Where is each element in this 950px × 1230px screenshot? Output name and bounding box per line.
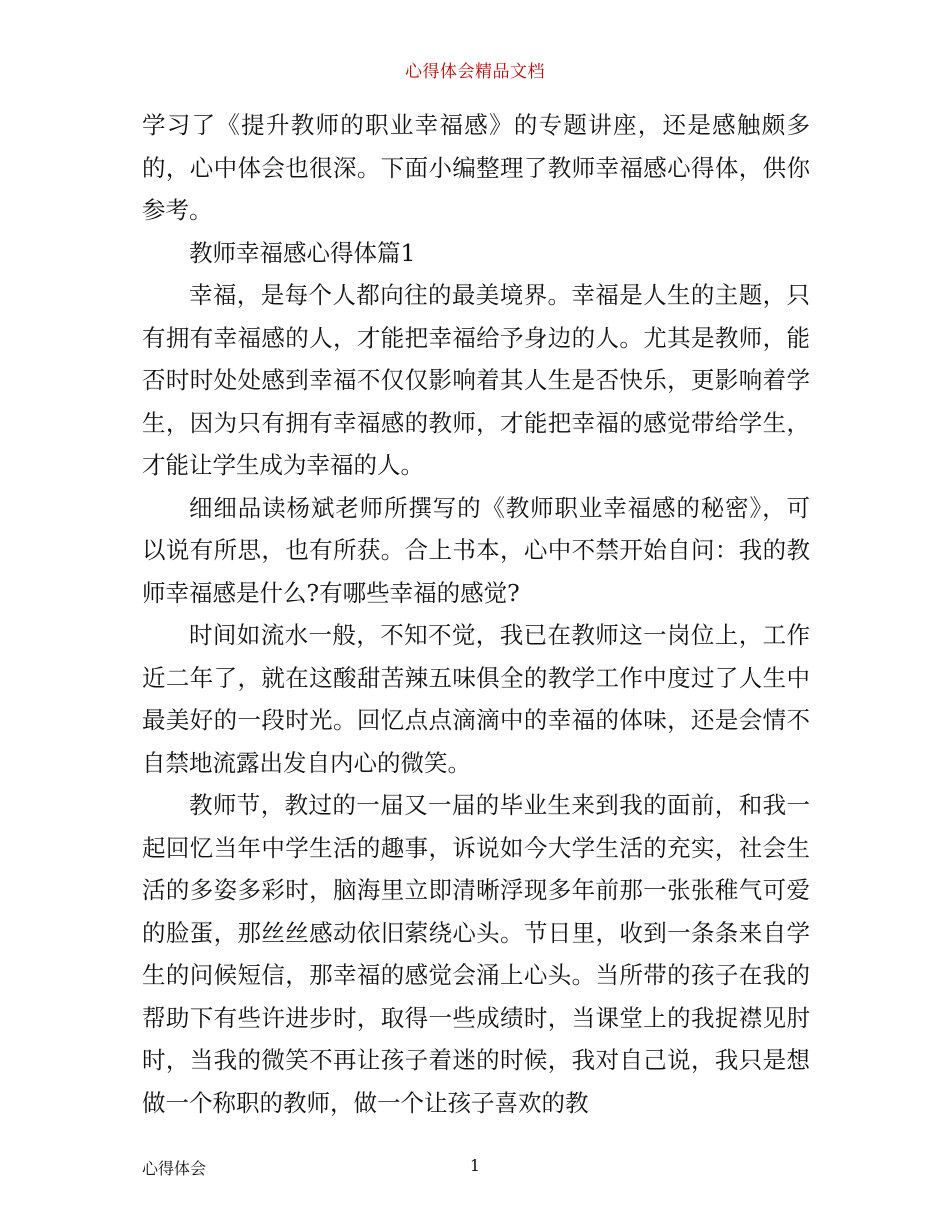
page-header-title: 心得体会精品文档: [405, 62, 545, 82]
section-heading: 教师幸福感心得体篇1: [189, 238, 416, 267]
paragraph: 时间如流水一般，不知不觉，我已在教师这一岗位上，工作近二年了，就在这酸甜苦辣五味俱全的教学工作中度过了人生中最美好的一段时光。回忆点点滴滴中的幸福的体味，还是会情不自禁地流露出发自内心的微笑。: [142, 621, 810, 777]
paragraph: 细细品读杨斌老师所撰写的《教师职业幸福感的秘密》，可以说有所思，也有所获。合上书本，心中不禁开始自问：我的教师幸福感是什么?有哪些幸福的感觉?: [142, 493, 810, 607]
document-body: [142, 104, 810, 1124]
footer-label: 心得体会: [142, 1159, 207, 1178]
page-number: 1: [469, 1156, 481, 1175]
paragraph: 教师节，教过的一届又一届的毕业生来到我的面前，和我一起回忆当年中学生活的趣事，诉说如今大学生活的充实，社会生活的多姿多彩时，脑海里立即清晰浮现多年前那一张张稚气可爱的脸蛋，那丝丝感动依旧萦绕心头。节日里，收到一条条来自学生的问候短信，那幸福的感觉会涌上心头。当所带的孩子在我的帮助下有些许进步时，取得一些成绩时，当课堂上的我捉襟见肘时，当我的微笑不再让孩子着迷的时候，我对自己说，我只是想做一个称职的教师，做一个让孩子喜欢的教: [142, 791, 810, 1117]
paragraph-intro: 学习了《提升教师的职业幸福感》的专题讲座，还是感触颇多的，心中体会也很深。下面小编整理了教师幸福感心得体，供你参考。: [142, 111, 810, 224]
paragraph: 幸福，是每个人都向往的最美境界。幸福是人生的主题，只有拥有幸福感的人，才能把幸福给予身边的人。尤其是教师，能否时时处处感到幸福不仅仅影响着其人生是否快乐，更影响着学生，因为只有拥有幸福感的教师，才能把幸福的感觉带给学生，才能让学生成为幸福的人。: [142, 281, 810, 479]
